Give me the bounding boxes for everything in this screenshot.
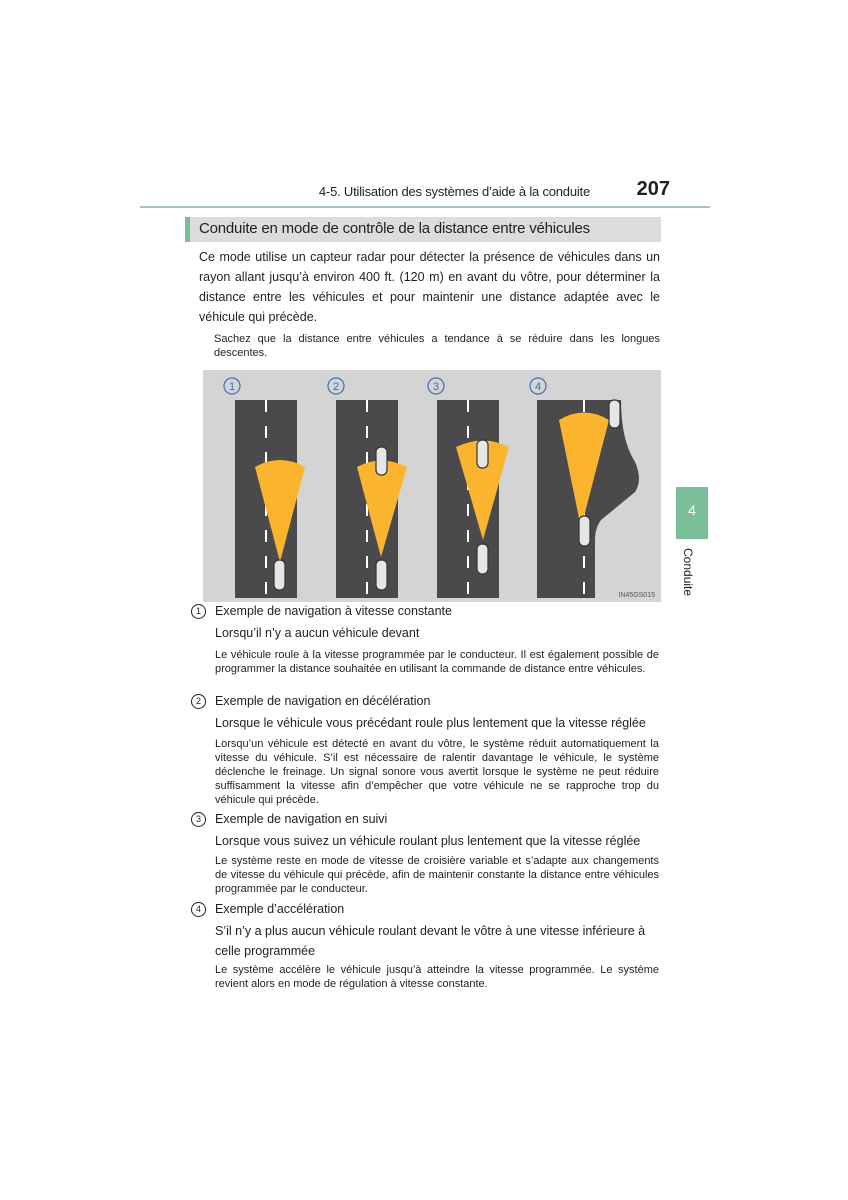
item-body: Le système reste en mode de vitesse de croisière variable et s’adapte aux changements de vitesse du véhicule qui précède, afin de maintenir constante la distance entre véhicules programmée par le conducteur. (215, 855, 659, 895)
figure-label-1 (224, 378, 240, 394)
figure-code: IN45GS015 (618, 592, 655, 599)
item-subtitle: Lorsque le véhicule vous précédant roule plus lentement que la vitesse réglée (215, 716, 646, 730)
item-body: Le système accélère le véhicule jusqu’à atteindre la vitesse programmée. Le système revient alors en mode de régulation à vitesse constante. (215, 964, 659, 990)
item-number: 1 (191, 604, 206, 619)
item-body: Lorsqu’un véhicule est détecté en avant du vôtre, le système réduit automatiquement la vitesse du véhicule. S’il est nécessaire de ralentir davantage le véhicule, le système déclenche le freinage. Un signal sonore vous avertit lorsque le système ne peut réduire suffisamment la vitesse afin d’empêcher que votre véhicule ne se rapproche trop du véhicule qui précède. (215, 738, 659, 806)
item-number: 2 (191, 694, 206, 709)
item-number: 3 (191, 812, 206, 827)
intro-paragraph: Ce mode utilise un capteur radar pour détecter la présence de véhicules dans un rayon allant jusqu’à environ 400 ft. (120 m) en avant du vôtre, pour déterminer la distance entre les véhicules et pour maintenir une distance adaptée avec le véhicule qui précède. (199, 250, 660, 324)
item-subtitle: S’il n’y a plus aucun véhicule roulant devant le vôtre à une vitesse inférieure à celle programmée (215, 924, 646, 958)
figure-label-3 (428, 378, 444, 394)
item-number: 4 (191, 902, 206, 917)
chapter-label: Conduite (681, 548, 695, 597)
car-ahead-3 (477, 440, 488, 468)
note-paragraph: Sachez que la distance entre véhicules a tendance à se réduire dans les longues descentes. (214, 333, 660, 359)
car-ego-3 (477, 544, 488, 574)
section-heading: Conduite en mode de contrôle de la distance entre véhicules (199, 220, 590, 237)
section-heading-bar (185, 217, 661, 242)
car-ego-2 (376, 560, 387, 590)
car-merging-4 (609, 400, 620, 428)
item-body: Le véhicule roule à la vitesse programmée par le conducteur. Il est également possible de programmer la distance souhaitée en utilisant la commande de distance entre véhicules. (215, 649, 659, 675)
svg-text:4: 4 (534, 381, 542, 393)
section-title: 4-5. Utilisation des systèmes d’aide à la conduite (318, 184, 590, 199)
item-title: Exemple de navigation en suivi (215, 812, 388, 826)
svg-text:1: 1 (228, 381, 236, 393)
radar-illustration (203, 370, 661, 602)
page-header (140, 178, 710, 208)
figure-label-4 (530, 378, 546, 394)
chapter-tab: 4 (676, 487, 708, 539)
car-ego-1 (274, 560, 285, 590)
car-ahead-2 (376, 447, 387, 475)
item-title: Exemple de navigation en décélération (215, 694, 431, 708)
figure-label-2 (328, 378, 344, 394)
radar-illustration-svg (203, 370, 661, 602)
item-title: Exemple d’accélération (215, 902, 345, 916)
item-subtitle: Lorsqu’il n’y a aucun véhicule devant (215, 626, 420, 640)
svg-text:3: 3 (432, 381, 440, 393)
item-subtitle: Lorsque vous suivez un véhicule roulant plus lentement que la vitesse réglée (215, 834, 641, 848)
svg-text:2: 2 (332, 381, 340, 393)
page-number: 207 (636, 178, 670, 200)
car-ego-4 (579, 516, 590, 546)
item-title: Exemple de navigation à vitesse constante (215, 604, 452, 618)
